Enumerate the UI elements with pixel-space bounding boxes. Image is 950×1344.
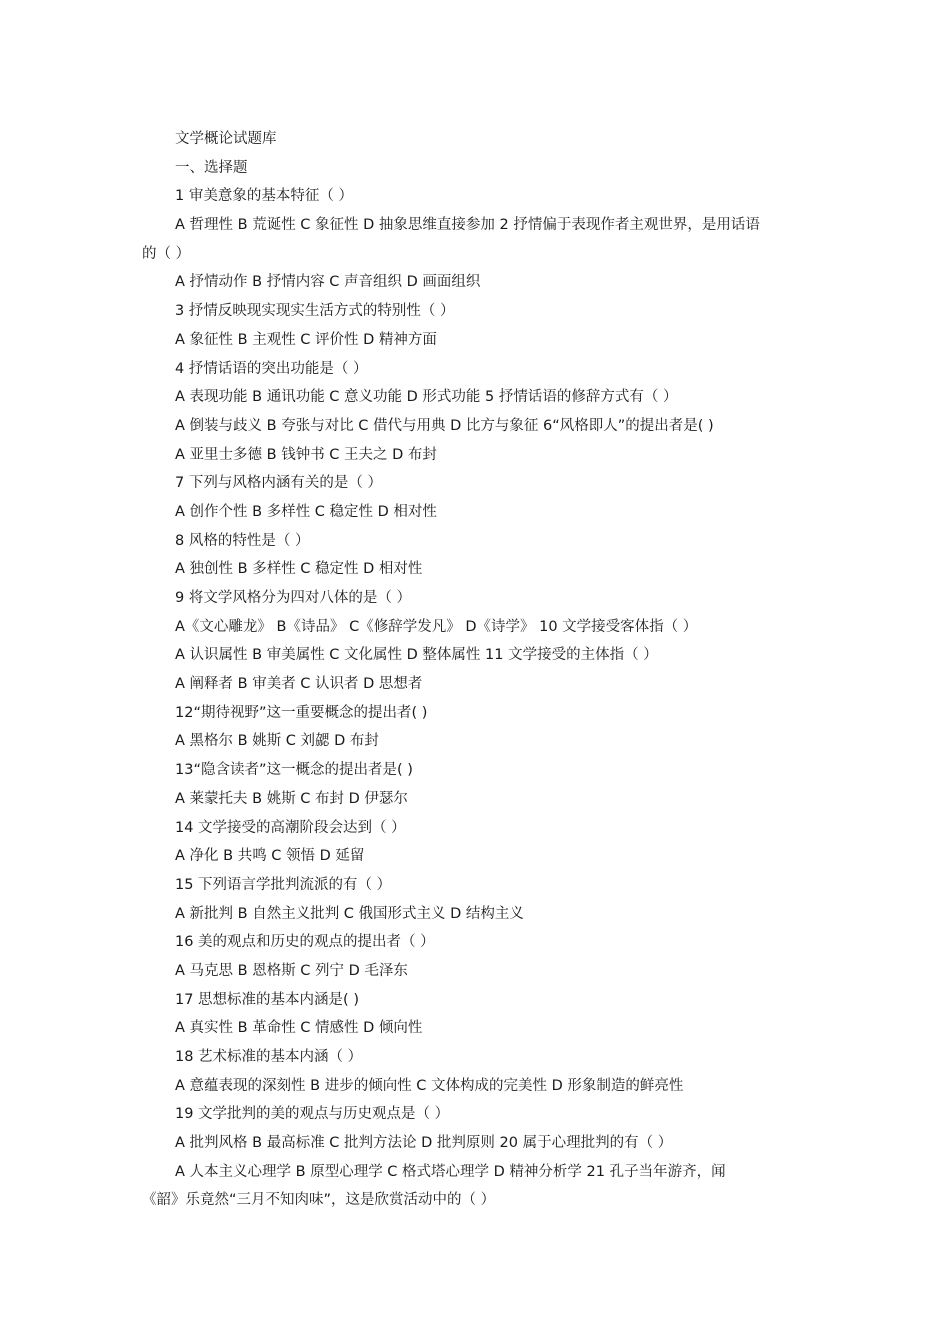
section-heading: 一、选择题 (175, 159, 248, 176)
question-line: 3 抒情反映现实现实生活方式的特别性（ ） (175, 303, 455, 320)
options-line: A 抒情动作 B 抒情内容 C 声音组织 D 画面组织 (175, 274, 481, 291)
options-line: A 亚里士多德 B 钱钟书 C 王夫之 D 布封 (175, 446, 437, 463)
options-line: A 新批判 B 自然主义批判 C 俄国形式主义 D 结构主义 (175, 905, 524, 922)
options-line: A 真实性 B 革命性 C 情感性 D 倾向性 (175, 1020, 423, 1037)
options-line: A 马克思 B 恩格斯 C 列宁 D 毛泽东 (175, 962, 408, 979)
options-line: A 独创性 B 多样性 C 稳定性 D 相对性 (175, 561, 423, 578)
options-line: A 倒装与歧义 B 夸张与对比 C 借代与用典 D 比方与象征 6“风格即人”的提出者是( ) (175, 417, 714, 434)
options-line: A 表现功能 B 通讯功能 C 意义功能 D 形式功能 5 抒情话语的修辞方式有（ ） (175, 389, 678, 406)
question-line: 18 艺术标准的基本内涵（ ） (175, 1049, 363, 1065)
question-line: 13“隐含读者”这一概念的提出者是( ) (175, 762, 413, 779)
document-body (142, 125, 812, 1215)
continuation-line: 的（ ） (142, 245, 191, 262)
question-line: 16 美的观点和历史的观点的提出者（ ） (175, 934, 435, 951)
options-line: A 阐释者 B 审美者 C 认识者 D 思想者 (175, 676, 423, 693)
options-line: A 创作个性 B 多样性 C 稳定性 D 相对性 (175, 503, 437, 520)
options-line: A《文心雕龙》 B《诗品》 C《修辞学发凡》 D《诗学》 10 文学接受客体指（ ） (175, 618, 698, 635)
options-line: A 哲理性 B 荒诞性 C 象征性 D 抽象思维直接参加 2 抒情偏于表现作者主观世界，是用话语 (175, 217, 760, 234)
options-line: A 莱蒙托夫 B 姚斯 C 布封 D 伊瑟尔 (175, 790, 408, 807)
question-line: 8 风格的特性是（ ） (175, 532, 310, 549)
question-line: 7 下列与风格内涵有关的是（ ） (175, 475, 382, 492)
question-line: 1 审美意象的基本特征（ ） (175, 188, 353, 205)
options-line: A 批判风格 B 最高标准 C 批判方法论 D 批判原则 20 属于心理批判的有（ ） (175, 1135, 673, 1152)
question-line: 17 思想标准的基本内涵是( ) (175, 991, 359, 1008)
options-line: A 意蕴表现的深刻性 B 进步的倾向性 C 文体构成的完美性 D 形象制造的鲜亮性 (175, 1077, 684, 1094)
question-line: 12“期待视野”这一重要概念的提出者( ) (175, 704, 428, 721)
options-line: A 黑格尔 B 姚斯 C 刘勰 D 布封 (175, 733, 379, 750)
options-line: A 象征性 B 主观性 C 评价性 D 精神方面 (175, 331, 437, 348)
options-line: A 认识属性 B 审美属性 C 文化属性 D 整体属性 11 文学接受的主体指（ ） (175, 647, 658, 664)
question-line: 15 下列语言学批判流派的有（ ） (175, 876, 392, 893)
question-line: 19 文学批判的美的观点与历史观点是（ ） (175, 1106, 450, 1123)
continuation-line: 《韶》乐竟然“三月不知肉味”，这是欣赏活动中的（ ） (142, 1192, 496, 1209)
question-line: 9 将文学风格分为四对八体的是（ ） (175, 590, 411, 606)
question-line: 14 文学接受的高潮阶段会达到（ ） (175, 819, 406, 836)
document-title: 文学概论试题库 (175, 131, 277, 147)
options-line: A 人本主义心理学 B 原型心理学 C 格式塔心理学 D 精神分析学 21 孔子当年游齐，闻 (175, 1163, 726, 1180)
question-line: 4 抒情话语的突出功能是（ ） (175, 360, 368, 377)
options-line: A 净化 B 共鸣 C 领悟 D 延留 (175, 848, 365, 865)
